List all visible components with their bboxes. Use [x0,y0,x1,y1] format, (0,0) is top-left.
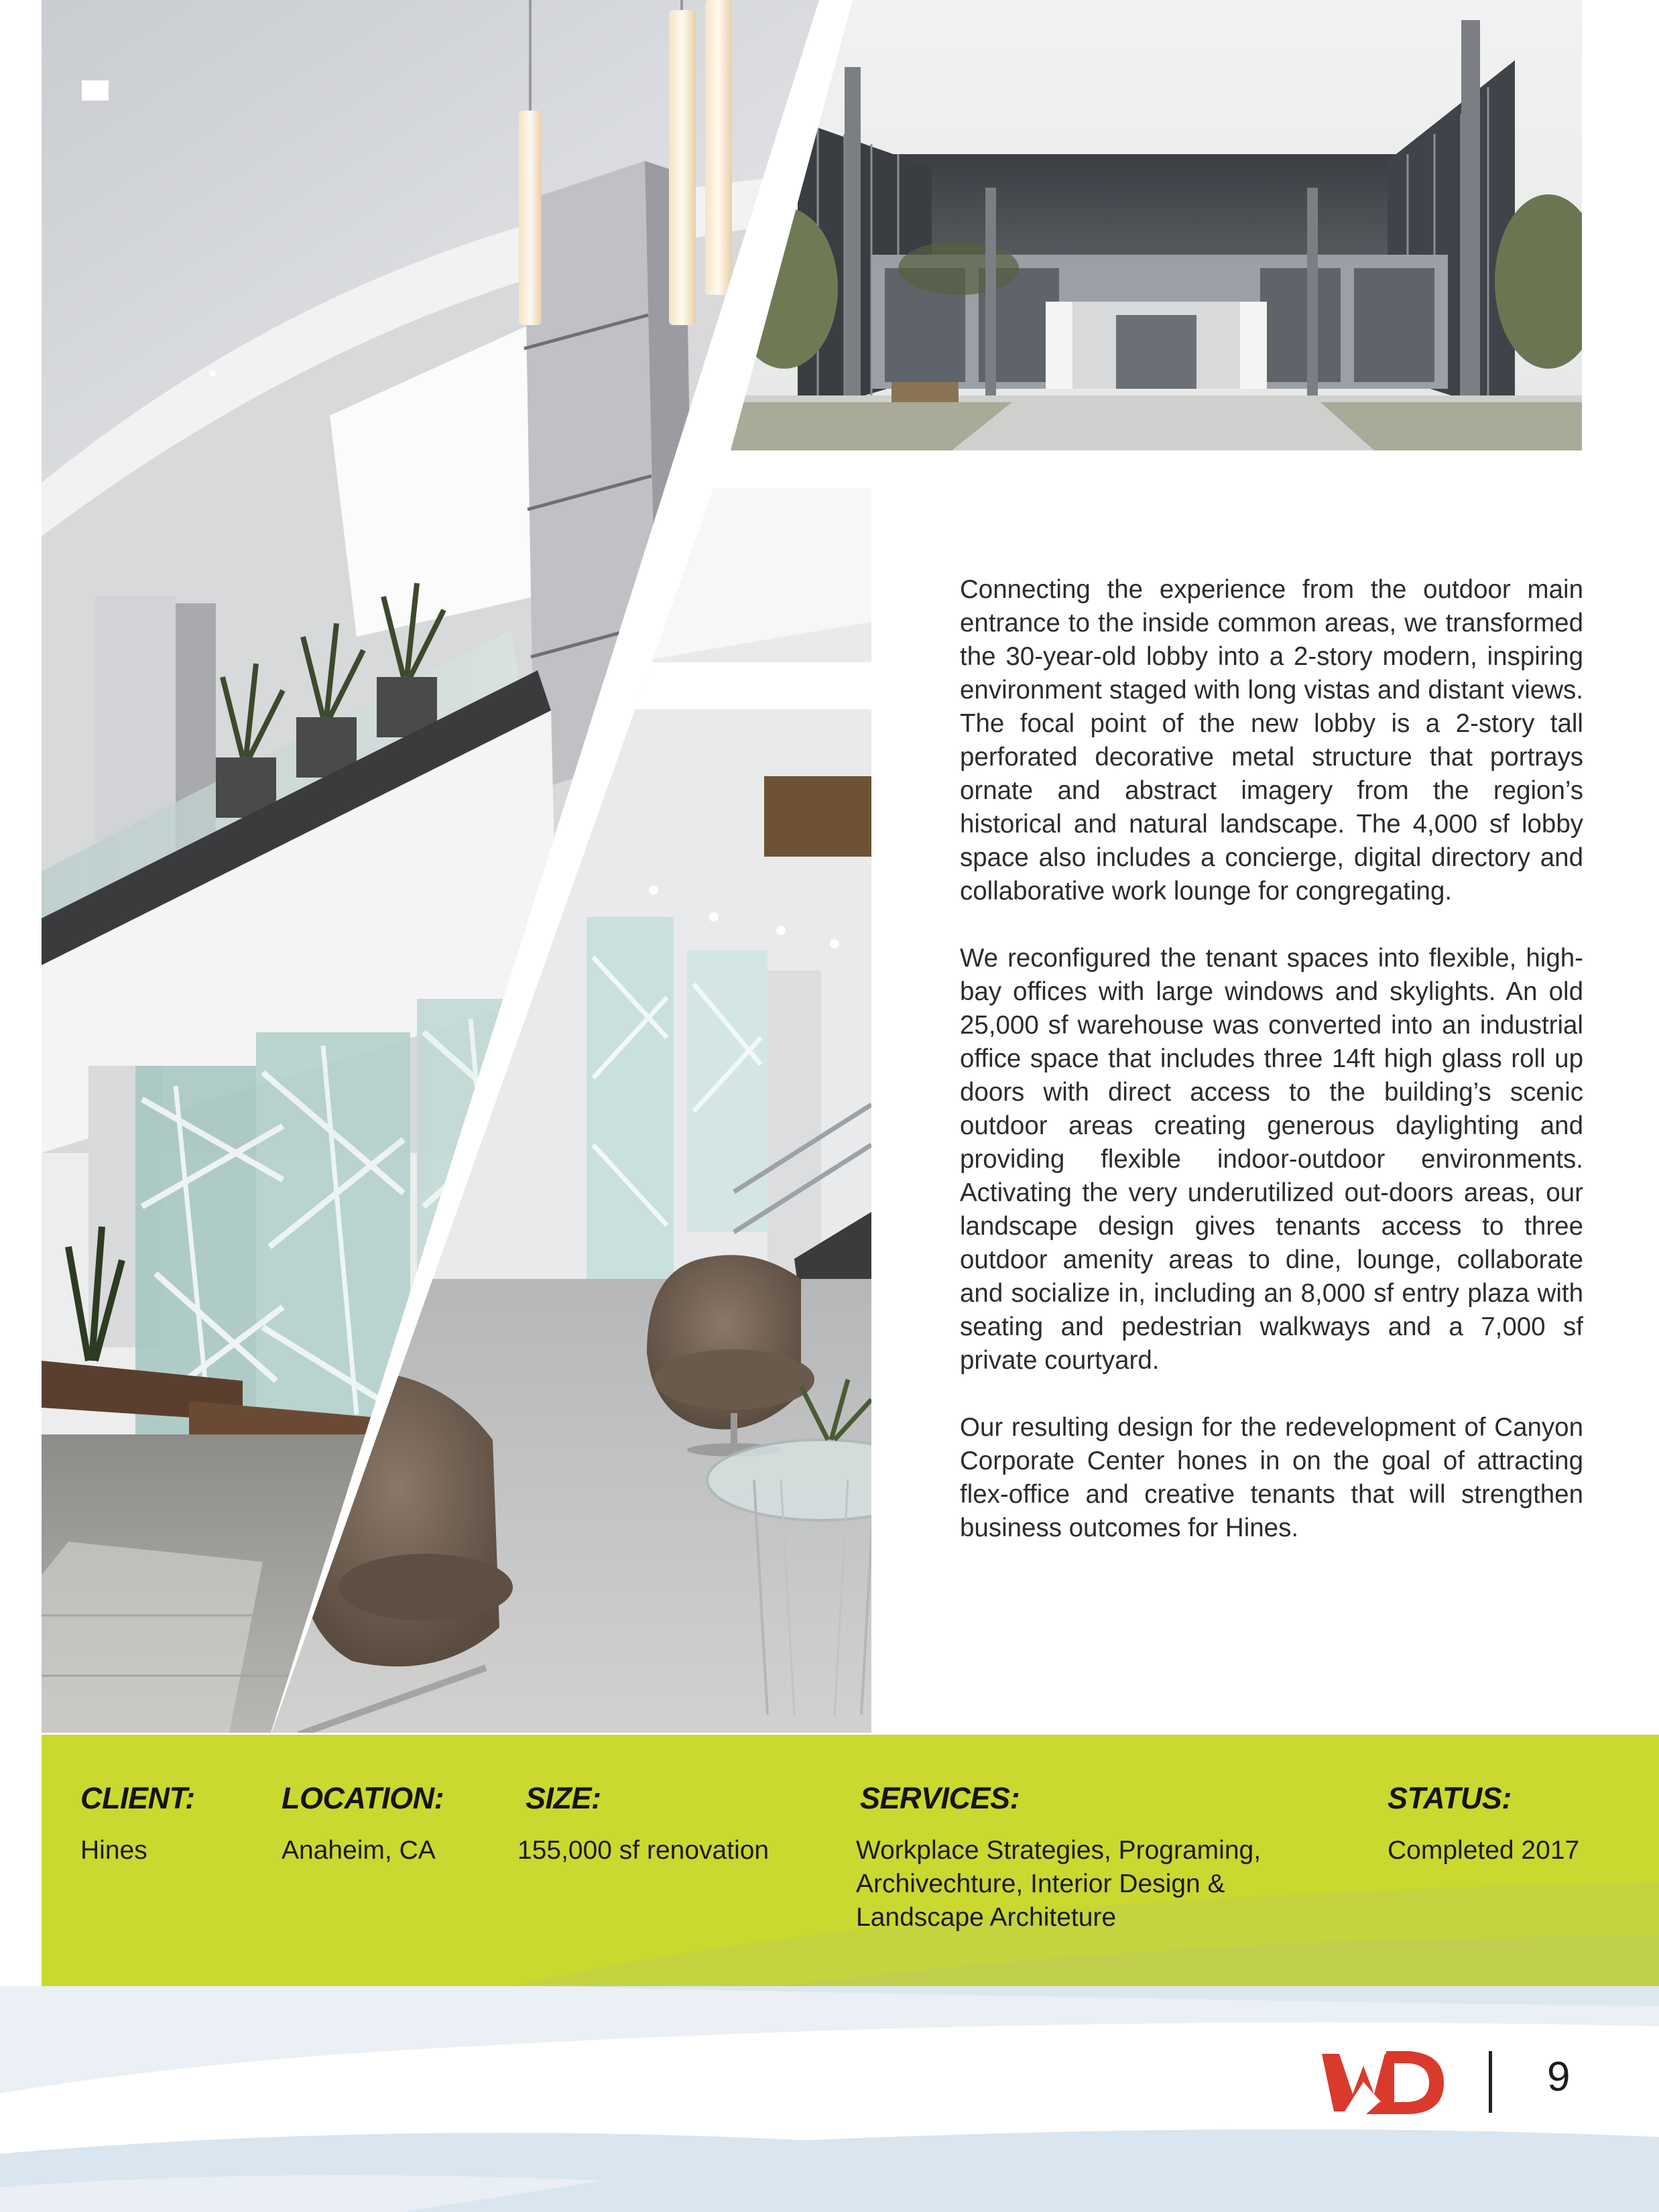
status-label: STATUS: [1388,1781,1512,1815]
services-line: Landscape Architeture [856,1903,1117,1932]
services-block [856,1782,1261,1934]
services-line: Workplace Strategies, Programing, [856,1836,1262,1865]
building-exterior-photo [731,0,1582,450]
client-label: CLIENT: [80,1781,195,1815]
size-block [517,1782,769,1867]
project-info-band [42,1735,1659,1986]
page-number: 9 [1547,2054,1571,2100]
description-paragraph-1: Connecting the experience from the outdoor main entrance to the inside common areas, we transformed the 30-year-old lobby into a 2-story modern, inspiring environment staged with long vistas and distant views. The focal point of the new lobby is a 2-story tall perforated decorative metal structure that portrays ornate and abstract imagery from the region’s historical and natural landscape. The 4,000 sf lobby space also includes a concierge, digital directory and collaborative work lounge for congregating. [960,575,1583,906]
client-block [80,1782,195,1867]
services-value [856,1834,1261,1934]
project-description [960,573,1583,1579]
size-label: SIZE: [526,1781,601,1815]
status-value: Completed 2017 [1388,1836,1580,1865]
footer-divider [1489,2051,1492,2113]
description-paragraph-2: We reconfigured the tenant spaces into flexible, high-bay offices with large windows and skylights. An old 25,000 sf warehouse was converted into an industrial office space that includes three 14ft high glass roll up doors with direct access to the building’s scenic outdoor areas creating generous daylighting and providing flexible indoor-outdoor environments. Activating the very underutilized out-doors areas, our landscape design gives tenants access to three outdoor amenity areas to dine, lounge, collaborate and socialize in, including an 8,000 sf entry plaza with seating and pedestrian walkways and a 7,000 sf private courtyard. [960,944,1583,1375]
services-label: SERVICES: [860,1781,1020,1815]
location-label: LOCATION: [282,1781,444,1815]
services-line: Archivechture, Interior Design & [856,1869,1225,1898]
status-block [1388,1782,1579,1867]
description-paragraph-3: Our resulting design for the redevelopment of Canyon Corporate Center hones in on the goal of attracting flex-office and creative tenants that will strengthen business outcomes for Hines. [960,1413,1583,1542]
client-value: Hines [80,1836,147,1865]
location-block [282,1782,444,1867]
location-value: Anaheim, CA [282,1836,436,1865]
wd-logo-icon [1319,2046,1447,2119]
size-value: 155,000 sf renovation [517,1836,770,1865]
